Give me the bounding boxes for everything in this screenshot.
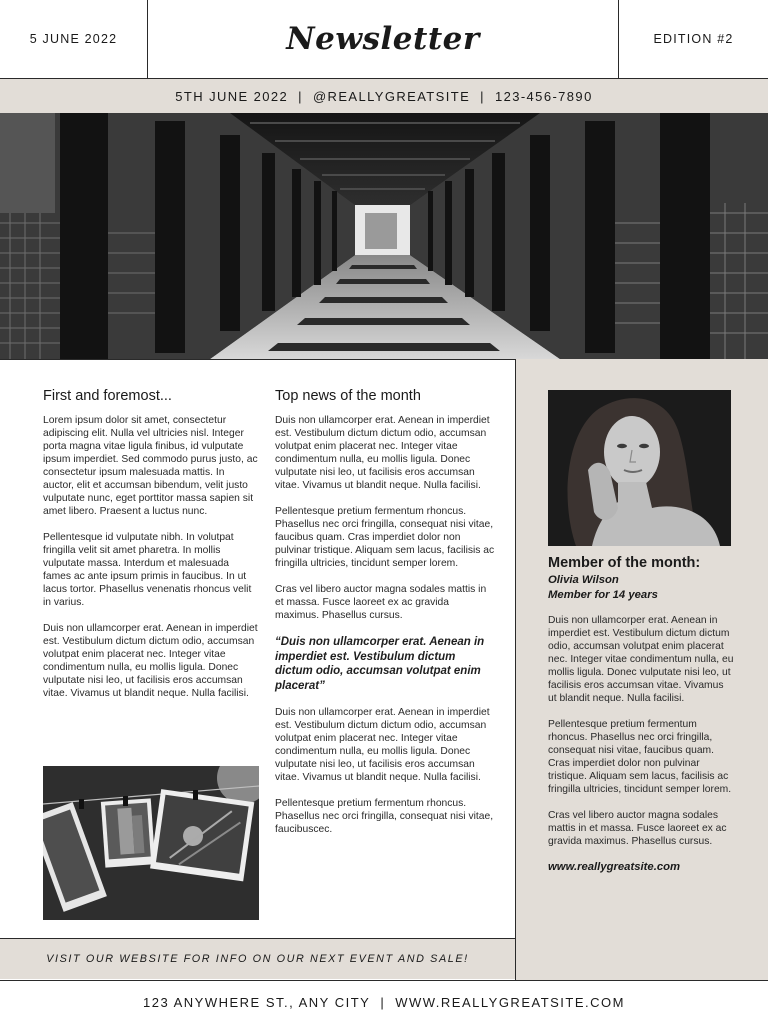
member-paragraph: Cras vel libero auctor magna sodales mattis in et massa. Fusce laoreet ex ac gravida maximus. Phasellus cursus.	[548, 810, 727, 847]
member-heading: Member of the month:	[548, 555, 701, 571]
footer-website-link[interactable]: WWW.REALLYGREATSITE.COM	[395, 995, 625, 1010]
footer	[0, 981, 768, 1024]
info-separator: |	[480, 88, 485, 104]
header-divider-right	[618, 0, 619, 78]
column1-paragraph: Duis non ullamcorper erat. Aenean in imperdiet est. Vestibulum dictum dictum odio, accumsan volutpat enim placerat nec. Integer vitae condimentum nulla, eu mollis ligula. Donec vulputate nisi leo, ut facilisis eros accumsan vitae. Vivamus ut blandit neque. Nulla facilisi.	[43, 623, 258, 699]
info-phone[interactable]: 123-456-7890	[494, 88, 593, 104]
member-paragraph: Duis non ullamcorper erat. Aenean in imperdiet est. Vestibulum dictum dictum odio, accumsan volutpat enim placerat nec. Integer vitae condimentum nulla, eu mollis ligula. Donec vulputate nisi leo, ut facilisis eros accumsan vitae. Vivamus ut blandit neque. Nulla facilisi.	[548, 615, 734, 704]
footer-address: 123 ANYWHERE ST., ANY CITY	[143, 995, 371, 1010]
member-paragraph: Pellentesque pretium fermentum rhoncus. Phasellus nec orci fringilla, consequat nisi vitae, faucibus quam. Cras imperdiet dolor non pulvinar tristique. Aliquam sem lacus, facilisis ac fringilla ultricies, tincidunt semper lorem.	[548, 719, 732, 795]
info-date: 5TH JUNE 2022	[175, 88, 289, 104]
member-portrait-image	[548, 390, 731, 546]
member-name: Olivia Wilson	[548, 574, 619, 586]
hero-corridor-image	[0, 113, 768, 359]
info-handle[interactable]: @REALLYGREATSITE	[312, 88, 471, 104]
column-first-and-foremost	[43, 388, 258, 713]
member-body	[548, 614, 734, 848]
footer-separator: |	[380, 995, 386, 1010]
column1-paragraph: Pellentesque id vulputate nibh. In volutpat fringilla velit sit amet pharetra. In mollis vulputate massa. Interdum et malesuada fames ac ante ipsum primis in faucibus. In ut lacus tortor. Phasellus venenatis rhoncus velit in varius.	[43, 532, 252, 608]
column2-body	[275, 414, 495, 836]
info-separator: |	[298, 88, 303, 104]
member-tenure: Member for 14 years	[548, 588, 658, 601]
column-top-news	[275, 388, 495, 849]
info-bar	[0, 79, 768, 113]
sidebar-website-link[interactable]: www.reallygreatsite.com	[548, 861, 681, 873]
header-divider-left	[147, 0, 148, 78]
column2-paragraph: Duis non ullamcorper erat. Aenean in imperdiet est. Vestibulum dictum dictum odio, accumsan volutpat enim placerat nec. Integer vitae condimentum nulla, eu mollis ligula. Donec vulputate nisi leo, ut facilisis eros accumsan vitae. Vivamus ut blandit neque. Nulla facilisi.	[275, 707, 490, 783]
newsletter-title: Newsletter	[286, 21, 480, 57]
column2-paragraph: Pellentesque pretium fermentum rhoncus. Phasellus nec orci fringilla, consequat nisi vitae, faucibuscec.	[275, 798, 494, 835]
column1-heading: First and foremost...	[43, 388, 172, 404]
hanging-photos-image	[43, 766, 259, 920]
column1-body	[43, 414, 258, 700]
column2-paragraph: Duis non ullamcorper erat. Aenean in imperdiet est. Vestibulum dictum dictum odio, accumsan volutpat enim placerat nec. Integer vitae condimentum nulla, eu mollis ligula. Donec vulputate nisi leo, ut facilisis eros accumsan vitae. Vivamus ut blandit neque. Nulla facilisi.	[275, 415, 490, 491]
member-info	[548, 573, 734, 602]
edition-label: EDITION #2	[653, 32, 734, 46]
column2-heading: Top news of the month	[275, 388, 421, 404]
column2-paragraph: Cras vel libero auctor magna sodales mattis in et massa. Fusce laoreet ex ac gravida maximus. Phasellus cursus.	[275, 584, 487, 621]
pull-quote: “Duis non ullamcorper erat. Aenean in imperdiet est. Vestibulum dictum dictum odio, accumsan volutpat enim placerat”	[275, 636, 485, 692]
header-date: 5 JUNE 2022	[29, 32, 118, 46]
column1-paragraph: Lorem ipsum dolor sit amet, consectetur adipiscing elit. Nulla vel ultricies nisl. Integer porta magna vitae ligula finibus, id vulputate ipsum imperdiet. Sed commodo purus justo, ac consectetur ipsum malesuada mattis. In auctor, elit et accumsan bibendum, velit justo vulputate nunc, eget porttitor massa sapien sit amet libero. Praesent a luctus nunc.	[43, 415, 258, 517]
sidebar-divider	[515, 359, 516, 980]
visit-website-banner: VISIT OUR WEBSITE FOR INFO ON OUR NEXT EVENT AND SALE!	[0, 939, 515, 979]
column2-paragraph: Pellentesque pretium fermentum rhoncus. Phasellus nec orci fringilla, consequat nisi vitae, faucibus quam. Cras imperdiet dolor non pulvinar tristique. Aliquam sem lacus, facilisis ac fringilla ultricies, tincidunt semper lorem.	[275, 506, 495, 569]
member-of-month-panel	[548, 555, 734, 873]
